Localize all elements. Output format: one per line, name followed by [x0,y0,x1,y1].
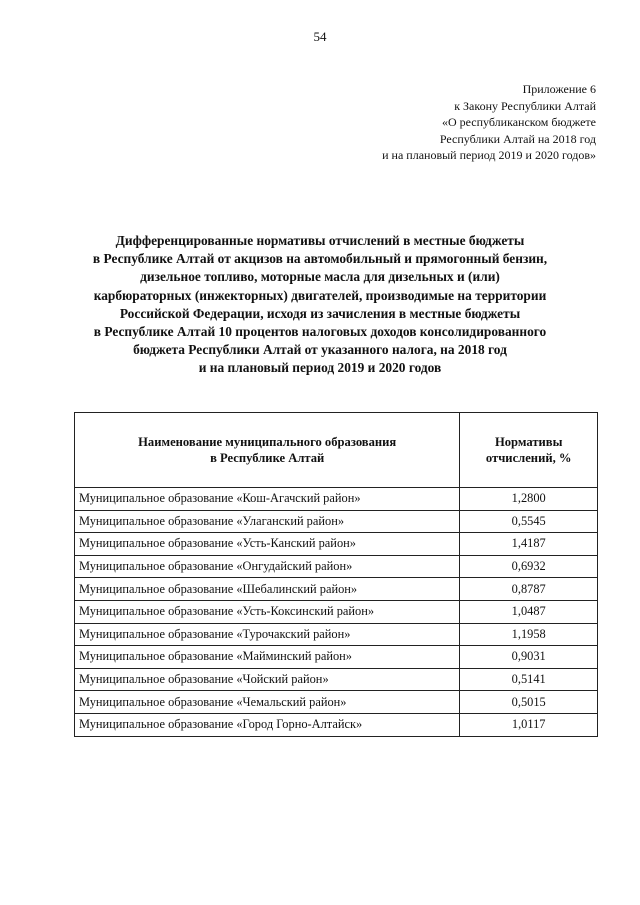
title-line: Российской Федерации, исходя из зачисления в местные бюджеты [119,305,521,321]
table-row [75,510,598,533]
municipality-name: Муниципальное образование «Город Горно-Алтайск» [75,713,460,736]
rate-value: 1,1958 [460,623,598,646]
annex-line: «О республиканском бюджете [441,115,596,129]
rate-value: 0,5015 [460,691,598,714]
table-row [75,533,598,556]
title-line: Дифференцированные нормативы отчислений в местные бюджеты [115,233,525,248]
table-row [75,646,598,669]
municipality-name: Муниципальное образование «Чемальский район» [75,691,460,714]
annex-line: и на плановый период 2019 и 2020 годов» [382,148,596,162]
municipality-name: Муниципальное образование «Кош-Агачский район» [75,488,460,511]
title-line: в Республике Алтай от акцизов на автомобильный и прямогонный бензин, [92,251,548,267]
table-row [75,691,598,714]
table-row [75,555,598,578]
table-row [75,600,598,623]
rate-value: 0,8787 [460,578,598,601]
municipality-name: Муниципальное образование «Онгудайский район» [75,555,460,578]
municipality-name: Муниципальное образование «Майминский район» [75,646,460,669]
page-number: 54 [313,29,327,44]
rate-value: 0,5545 [460,510,598,533]
document-title [60,232,580,378]
header-municipality-line2: в Республике Алтай [210,451,325,465]
header-municipality-line1: Наименование муниципального образования [138,435,397,449]
rates-table [74,412,598,737]
header-rate-line2: отчислений, % [485,451,572,465]
table-row [75,488,598,511]
municipality-name: Муниципальное образование «Усть-Коксинский район» [75,600,460,623]
municipality-name: Муниципальное образование «Турочакский район» [75,623,460,646]
title-line: бюджета Республики Алтай от указанного налога, на 2018 год [133,342,507,358]
table-row [75,668,598,691]
rate-value: 1,0487 [460,600,598,623]
title-line: в Республике Алтай 10 процентов налоговых доходов консолидированного [93,324,547,340]
header-rate [460,413,598,488]
table-header-row [75,413,598,488]
rate-value: 0,6932 [460,555,598,578]
municipality-name: Муниципальное образование «Улаганский район» [75,510,460,533]
table-row [75,578,598,601]
annex-header [382,81,596,164]
municipality-name: Муниципальное образование «Чойский район» [75,668,460,691]
municipality-name: Муниципальное образование «Шебалинский район» [75,578,460,601]
header-rate-line1: Нормативы [494,435,563,449]
table-row [75,713,598,736]
title-line: дизельное топливо, моторные масла для дизельных и (или) [140,269,500,285]
annex-line: Приложение 6 [522,82,596,96]
table-row [75,623,598,646]
title-line: карбюраторных (инжекторных) двигателей, производимые на территории [93,287,547,303]
title-line: и на плановый период 2019 и 2020 годов [198,360,442,376]
rate-value: 0,9031 [460,646,598,669]
rate-value: 0,5141 [460,668,598,691]
rate-value: 1,0117 [460,713,598,736]
municipality-name: Муниципальное образование «Усть-Канский район» [75,533,460,556]
annex-line: к Закону Республики Алтай [454,98,596,113]
rate-value: 1,4187 [460,533,598,556]
rate-value: 1,2800 [460,488,598,511]
header-municipality [75,413,460,488]
annex-line: Республики Алтай на 2018 год [439,131,596,146]
